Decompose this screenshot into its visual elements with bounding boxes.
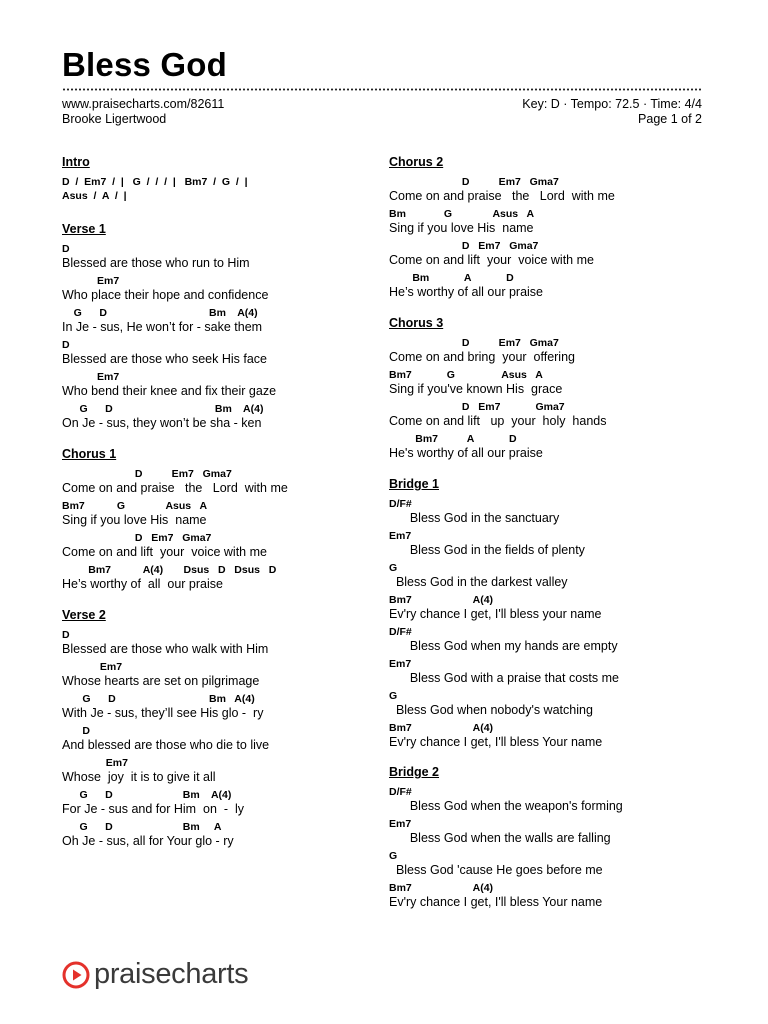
chord-line: Bm7 A(4): [389, 882, 494, 894]
chord-line: Bm7 A(4): [389, 722, 494, 734]
chord-line: D Em7 Gma7: [389, 240, 539, 252]
lyric-line: He’s worthy of all our praise: [62, 577, 223, 591]
section-heading: Bridge 2: [389, 765, 440, 779]
lyric-line: Sing if you've known His grace: [389, 382, 563, 396]
lyric-line: Ev'ry chance I get, I'll bless your name: [389, 607, 602, 621]
chord-line: D Em7 Gma7: [389, 401, 565, 413]
chord-line: D Em7 Gma7: [389, 337, 559, 349]
lyric-line: Come on and lift up your holy hands: [389, 414, 607, 428]
chord-line: Bm7 A(4) Dsus D Dsus D: [62, 564, 277, 576]
lyric-line: Ev'ry chance I get, I'll bless Your name: [389, 895, 603, 909]
lyric-line: Sing if you love His name: [62, 513, 207, 527]
lyric-line: Who bend their knee and fix their gaze: [62, 384, 277, 398]
logo-text: praisecharts: [94, 958, 249, 990]
lyric-line: Bless God in the darkest valley: [389, 575, 568, 589]
play-circle-icon: [62, 961, 90, 989]
lyric-line: In Je - sus, He won’t for - sake them: [62, 320, 263, 334]
author-name: Brooke Ligertwood: [62, 112, 167, 126]
chord-line: Em7: [389, 530, 412, 542]
chord-line: G D Bm A(4): [62, 789, 232, 801]
chord-line: D: [62, 629, 70, 641]
chord-line: Em7: [389, 658, 412, 670]
lyric-line: Sing if you love His name: [389, 221, 534, 235]
section-heading: Chorus 2: [389, 155, 444, 169]
lyric-line: And blessed are those who die to live: [62, 738, 270, 752]
chord-line: D Em7 Gma7: [62, 532, 212, 544]
lyric-line: Whose hearts are set on pilgrimage: [62, 674, 260, 688]
chord-line: D/F#: [389, 626, 412, 638]
chord-line: Bm G Asus A: [389, 208, 535, 220]
chord-line: G D Bm A(4): [62, 693, 255, 705]
chord-line: G: [389, 562, 398, 574]
section-heading: Chorus 3: [389, 316, 444, 330]
lyric-line: Come on and praise the Lord with me: [62, 481, 288, 495]
chord-line: Bm A D: [389, 272, 514, 284]
lyric-line: Who place their hope and confidence: [62, 288, 269, 302]
lyric-line: On Je - sus, they won’t be sha - ken: [62, 416, 262, 430]
chord-line: Em7: [62, 661, 123, 673]
chord-line: Em7: [62, 371, 120, 383]
chord-line: Bm7 A(4): [389, 594, 494, 606]
source-url[interactable]: www.praisecharts.com/82611: [62, 97, 225, 111]
section-heading: Intro: [62, 155, 90, 169]
chord-line: D / Em7 / | G / / / | Bm7 / G / |: [62, 176, 248, 188]
chord-line: Em7: [62, 757, 128, 769]
chord-line: G D Bm A: [62, 821, 222, 833]
lyric-line: Blessed are those who run to Him: [62, 256, 250, 270]
lyric-line: He's worthy of all our praise: [389, 446, 543, 460]
chord-line: Em7: [389, 818, 412, 830]
lyric-line: Ev'ry chance I get, I'll bless Your name: [389, 735, 603, 749]
song-title: Bless God: [62, 46, 228, 83]
chord-line: D/F#: [389, 786, 412, 798]
section-heading: Bridge 1: [389, 477, 440, 491]
lyric-line: Bless God when the weapon's forming: [389, 799, 623, 813]
section-heading: Verse 2: [62, 608, 106, 622]
lyric-line: Bless God in the fields of plenty: [389, 543, 585, 557]
chord-line: G D Bm A(4): [62, 307, 258, 319]
section-heading: Verse 1: [62, 222, 106, 236]
page-number: Page 1 of 2: [638, 112, 702, 126]
chord-line: D Em7 Gma7: [389, 176, 559, 188]
lyric-line: Whose joy it is to give it all: [62, 770, 216, 784]
chord-line: Bm7 G Asus A: [62, 500, 208, 512]
lyric-line: Bless God in the sanctuary: [389, 511, 560, 525]
chord-line: D: [62, 339, 70, 351]
section-heading: Chorus 1: [62, 447, 117, 461]
lyric-line: He’s worthy of all our praise: [389, 285, 544, 299]
lyric-line: For Je - sus and for Him on - ly: [62, 802, 244, 816]
lyric-line: With Je - sus, they’ll see His glo - ry: [62, 706, 264, 720]
lyric-line: Come on and lift your voice with me: [389, 253, 594, 267]
chord-line: Asus / A / |: [62, 190, 127, 202]
lyric-line: Bless God when the walls are falling: [389, 831, 611, 845]
dotted-divider: [62, 88, 702, 91]
lyric-line: Bless God 'cause He goes before me: [389, 863, 603, 877]
chord-line: D: [62, 243, 70, 255]
lyric-line: Bless God when my hands are empty: [389, 639, 618, 653]
lyric-line: Oh Je - sus, all for Your glo - ry: [62, 834, 234, 848]
chord-line: D Em7 Gma7: [62, 468, 232, 480]
lyric-line: Come on and lift your voice with me: [62, 545, 267, 559]
chord-line: D/F#: [389, 498, 412, 510]
lyric-line: Come on and bring your offering: [389, 350, 575, 364]
lyric-line: Blessed are those who seek His face: [62, 352, 267, 366]
chord-line: G D Bm A(4): [62, 403, 264, 415]
lyric-line: Come on and praise the Lord with me: [389, 189, 615, 203]
chord-line: G: [389, 850, 398, 862]
lyric-line: Bless God when nobody's watching: [389, 703, 593, 717]
chord-line: Em7: [62, 275, 120, 287]
lyric-line: Bless God with a praise that costs me: [389, 671, 619, 685]
key-tempo-time: Key: D · Tempo: 72.5 · Time: 4/4: [522, 97, 702, 111]
chord-line: Bm7 G Asus A: [389, 369, 543, 381]
chord-line: D: [62, 725, 91, 737]
chord-line: G: [389, 690, 398, 702]
chord-line: Bm7 A D: [389, 433, 517, 445]
lyric-line: Blessed are those who walk with Him: [62, 642, 269, 656]
